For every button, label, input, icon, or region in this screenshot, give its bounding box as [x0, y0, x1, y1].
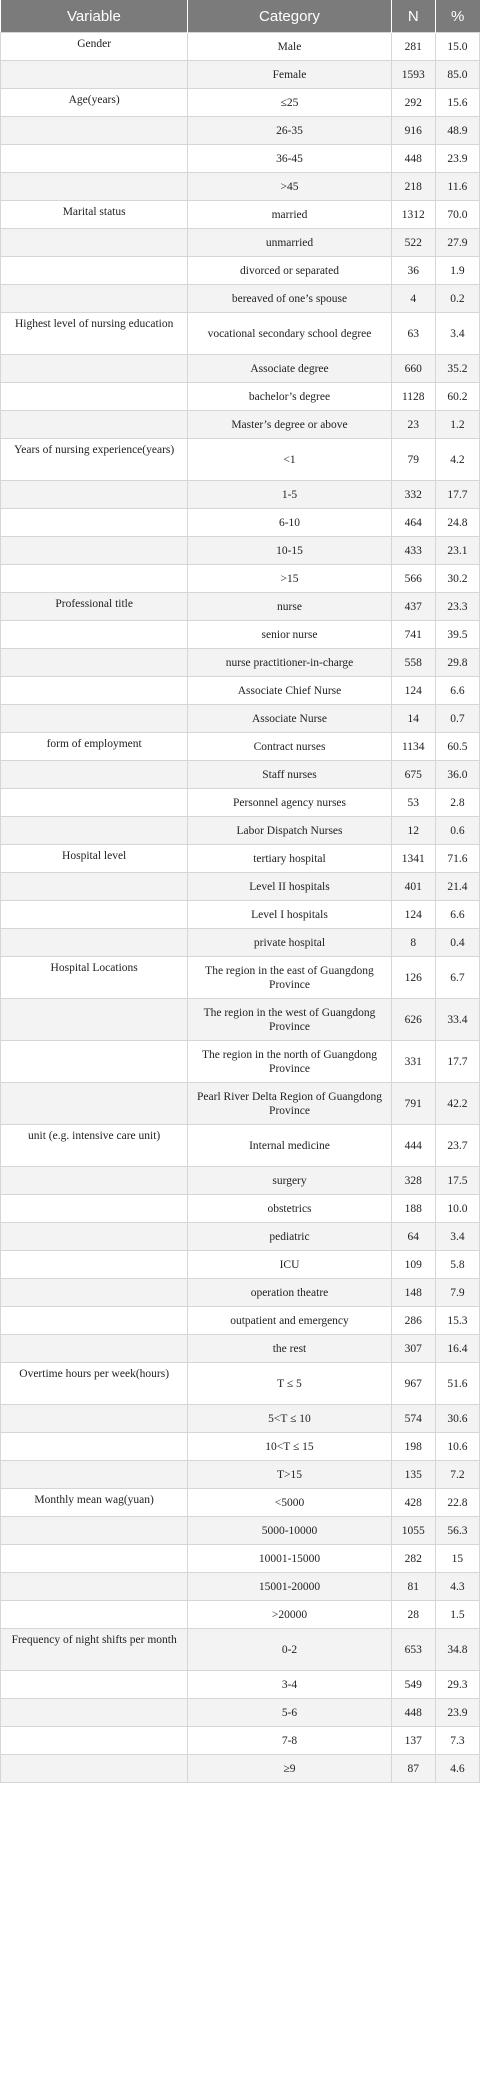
table-row — [1, 1041, 480, 1083]
table-row — [1, 1405, 480, 1433]
count-cell: 188 — [391, 1195, 435, 1223]
count-cell: 1055 — [391, 1517, 435, 1545]
category-cell: 7-8 — [188, 1727, 391, 1755]
category-cell: 5-6 — [188, 1699, 391, 1727]
variable-cell — [1, 1041, 188, 1083]
category-cell: >20000 — [188, 1601, 391, 1629]
percent-cell: 3.4 — [435, 313, 479, 355]
count-cell: 1593 — [391, 61, 435, 89]
count-cell: 916 — [391, 117, 435, 145]
variable-cell: Professional title — [1, 593, 188, 621]
count-cell: 292 — [391, 89, 435, 117]
count-cell: 574 — [391, 1405, 435, 1433]
count-cell: 198 — [391, 1433, 435, 1461]
variable-cell — [1, 61, 188, 89]
category-cell: vocational secondary school degree — [188, 313, 391, 355]
variable-cell: Monthly mean wag(yuan) — [1, 1489, 188, 1517]
category-cell: Associate Nurse — [188, 705, 391, 733]
category-cell: operation theatre — [188, 1279, 391, 1307]
table-row — [1, 1461, 480, 1489]
variable-cell: Years of nursing experience(years) — [1, 439, 188, 481]
variable-cell — [1, 565, 188, 593]
category-cell: T>15 — [188, 1461, 391, 1489]
variable-cell — [1, 1433, 188, 1461]
category-cell: nurse — [188, 593, 391, 621]
variable-cell — [1, 705, 188, 733]
variable-cell — [1, 1755, 188, 1783]
percent-cell: 42.2 — [435, 1083, 479, 1125]
variable-cell: form of employment — [1, 733, 188, 761]
category-cell: 0-2 — [188, 1629, 391, 1671]
variable-cell — [1, 677, 188, 705]
count-cell: 281 — [391, 33, 435, 61]
count-cell: 135 — [391, 1461, 435, 1489]
category-cell: 36-45 — [188, 145, 391, 173]
count-cell: 433 — [391, 537, 435, 565]
table-row — [1, 677, 480, 705]
table-row — [1, 383, 480, 411]
variable-cell — [1, 355, 188, 383]
variable-cell — [1, 1727, 188, 1755]
count-cell: 328 — [391, 1167, 435, 1195]
variable-cell — [1, 1167, 188, 1195]
variable-cell — [1, 481, 188, 509]
category-cell: Level I hospitals — [188, 901, 391, 929]
table-row — [1, 313, 480, 355]
category-cell: divorced or separated — [188, 257, 391, 285]
percent-cell: 51.6 — [435, 1363, 479, 1405]
table-row — [1, 61, 480, 89]
variable-cell — [1, 1545, 188, 1573]
table-row — [1, 1083, 480, 1125]
table-row — [1, 789, 480, 817]
variable-cell — [1, 929, 188, 957]
count-cell: 87 — [391, 1755, 435, 1783]
percent-cell: 71.6 — [435, 845, 479, 873]
table-row — [1, 439, 480, 481]
table-row — [1, 565, 480, 593]
count-cell: 148 — [391, 1279, 435, 1307]
variable-cell — [1, 117, 188, 145]
category-cell: obstetrics — [188, 1195, 391, 1223]
variable-cell: Highest level of nursing education — [1, 313, 188, 355]
table-row — [1, 705, 480, 733]
percent-cell: 17.7 — [435, 1041, 479, 1083]
percent-cell: 2.8 — [435, 789, 479, 817]
header-n: N — [391, 0, 435, 33]
percent-cell: 15.3 — [435, 1307, 479, 1335]
category-cell: ≥9 — [188, 1755, 391, 1783]
percent-cell: 17.7 — [435, 481, 479, 509]
category-cell: Labor Dispatch Nurses — [188, 817, 391, 845]
count-cell: 448 — [391, 145, 435, 173]
category-cell: 5<T ≤ 10 — [188, 1405, 391, 1433]
percent-cell: 0.7 — [435, 705, 479, 733]
category-cell: the rest — [188, 1335, 391, 1363]
table-row — [1, 537, 480, 565]
category-cell: private hospital — [188, 929, 391, 957]
variable-cell — [1, 1251, 188, 1279]
percent-cell: 60.2 — [435, 383, 479, 411]
variable-cell — [1, 1461, 188, 1489]
category-cell: married — [188, 201, 391, 229]
variable-cell — [1, 873, 188, 901]
percent-cell: 29.3 — [435, 1671, 479, 1699]
table-row — [1, 1629, 480, 1671]
percent-cell: 0.4 — [435, 929, 479, 957]
category-cell: The region in the north of Guangdong Province — [188, 1041, 391, 1083]
count-cell: 1134 — [391, 733, 435, 761]
percent-cell: 17.5 — [435, 1167, 479, 1195]
count-cell: 332 — [391, 481, 435, 509]
percent-cell: 1.9 — [435, 257, 479, 285]
count-cell: 401 — [391, 873, 435, 901]
category-cell: <5000 — [188, 1489, 391, 1517]
variable-cell: unit (e.g. intensive care unit) — [1, 1125, 188, 1167]
table-row — [1, 257, 480, 285]
variable-cell — [1, 1083, 188, 1125]
variable-cell — [1, 537, 188, 565]
count-cell: 137 — [391, 1727, 435, 1755]
category-cell: nurse practitioner-in-charge — [188, 649, 391, 677]
table-row — [1, 1699, 480, 1727]
table-row — [1, 817, 480, 845]
variable-cell — [1, 789, 188, 817]
table-row — [1, 1517, 480, 1545]
percent-cell: 30.2 — [435, 565, 479, 593]
table-row — [1, 621, 480, 649]
category-cell: ≤25 — [188, 89, 391, 117]
table-row — [1, 229, 480, 257]
table-row — [1, 1335, 480, 1363]
percent-cell: 16.4 — [435, 1335, 479, 1363]
table-row — [1, 761, 480, 789]
count-cell: 126 — [391, 957, 435, 999]
count-cell: 437 — [391, 593, 435, 621]
count-cell: 109 — [391, 1251, 435, 1279]
category-cell: Master’s degree or above — [188, 411, 391, 439]
category-cell: <1 — [188, 439, 391, 481]
variable-cell: Marital status — [1, 201, 188, 229]
percent-cell: 11.6 — [435, 173, 479, 201]
percent-cell: 0.2 — [435, 285, 479, 313]
count-cell: 549 — [391, 1671, 435, 1699]
count-cell: 566 — [391, 565, 435, 593]
percent-cell: 70.0 — [435, 201, 479, 229]
table-row — [1, 1279, 480, 1307]
variable-cell: Frequency of night shifts per month — [1, 1629, 188, 1671]
table-row — [1, 1727, 480, 1755]
category-cell: Female — [188, 61, 391, 89]
table-row — [1, 201, 480, 229]
count-cell: 64 — [391, 1223, 435, 1251]
category-cell: tertiary hospital — [188, 845, 391, 873]
percent-cell: 5.8 — [435, 1251, 479, 1279]
category-cell: outpatient and emergency — [188, 1307, 391, 1335]
count-cell: 63 — [391, 313, 435, 355]
percent-cell: 35.2 — [435, 355, 479, 383]
category-cell: 6-10 — [188, 509, 391, 537]
count-cell: 124 — [391, 901, 435, 929]
count-cell: 53 — [391, 789, 435, 817]
category-cell: 3-4 — [188, 1671, 391, 1699]
category-cell: Associate degree — [188, 355, 391, 383]
variable-cell — [1, 999, 188, 1041]
count-cell: 522 — [391, 229, 435, 257]
count-cell: 124 — [391, 677, 435, 705]
category-cell: pediatric — [188, 1223, 391, 1251]
variable-cell — [1, 1573, 188, 1601]
table-row — [1, 355, 480, 383]
percent-cell: 15.0 — [435, 33, 479, 61]
percent-cell: 22.8 — [435, 1489, 479, 1517]
table-row — [1, 33, 480, 61]
category-cell: Associate Chief Nurse — [188, 677, 391, 705]
count-cell: 675 — [391, 761, 435, 789]
count-cell: 428 — [391, 1489, 435, 1517]
table-row — [1, 1363, 480, 1405]
count-cell: 660 — [391, 355, 435, 383]
count-cell: 218 — [391, 173, 435, 201]
category-cell: 10<T ≤ 15 — [188, 1433, 391, 1461]
percent-cell: 48.9 — [435, 117, 479, 145]
count-cell: 81 — [391, 1573, 435, 1601]
table-row — [1, 1223, 480, 1251]
count-cell: 558 — [391, 649, 435, 677]
count-cell: 286 — [391, 1307, 435, 1335]
percent-cell: 10.0 — [435, 1195, 479, 1223]
category-cell: Personnel agency nurses — [188, 789, 391, 817]
category-cell: unmarried — [188, 229, 391, 257]
percent-cell: 36.0 — [435, 761, 479, 789]
table-row — [1, 1307, 480, 1335]
percent-cell: 23.9 — [435, 1699, 479, 1727]
variable-cell — [1, 817, 188, 845]
table-row — [1, 929, 480, 957]
variable-cell — [1, 1223, 188, 1251]
percent-cell: 6.6 — [435, 677, 479, 705]
percent-cell: 7.3 — [435, 1727, 479, 1755]
table-row — [1, 411, 480, 439]
percent-cell: 27.9 — [435, 229, 479, 257]
category-cell: >15 — [188, 565, 391, 593]
table-row — [1, 999, 480, 1041]
percent-cell: 7.2 — [435, 1461, 479, 1489]
count-cell: 36 — [391, 257, 435, 285]
percent-cell: 6.6 — [435, 901, 479, 929]
table-row — [1, 1601, 480, 1629]
variable-cell — [1, 901, 188, 929]
count-cell: 23 — [391, 411, 435, 439]
count-cell: 967 — [391, 1363, 435, 1405]
category-cell: Internal medicine — [188, 1125, 391, 1167]
table-header-row — [1, 0, 480, 33]
table-row — [1, 1251, 480, 1279]
percent-cell: 23.7 — [435, 1125, 479, 1167]
category-cell: Male — [188, 33, 391, 61]
category-cell: The region in the east of Guangdong Province — [188, 957, 391, 999]
percent-cell: 4.3 — [435, 1573, 479, 1601]
table-row — [1, 1167, 480, 1195]
percent-cell: 33.4 — [435, 999, 479, 1041]
category-cell: T ≤ 5 — [188, 1363, 391, 1405]
table-row — [1, 145, 480, 173]
variable-cell — [1, 383, 188, 411]
header-percent: % — [435, 0, 479, 33]
variable-cell — [1, 285, 188, 313]
variable-cell: Hospital level — [1, 845, 188, 873]
table-body — [1, 33, 480, 1783]
table-row — [1, 1573, 480, 1601]
category-cell: 10-15 — [188, 537, 391, 565]
count-cell: 791 — [391, 1083, 435, 1125]
table-row — [1, 89, 480, 117]
percent-cell: 60.5 — [435, 733, 479, 761]
percent-cell: 1.5 — [435, 1601, 479, 1629]
table-row — [1, 117, 480, 145]
count-cell: 741 — [391, 621, 435, 649]
variable-cell — [1, 173, 188, 201]
category-cell: >45 — [188, 173, 391, 201]
variable-cell — [1, 1307, 188, 1335]
table-row — [1, 1195, 480, 1223]
variable-cell — [1, 1279, 188, 1307]
category-cell: bachelor’s degree — [188, 383, 391, 411]
percent-cell: 0.6 — [435, 817, 479, 845]
category-cell: 15001-20000 — [188, 1573, 391, 1601]
variable-cell — [1, 649, 188, 677]
percent-cell: 1.2 — [435, 411, 479, 439]
table-row — [1, 481, 480, 509]
table-row — [1, 1433, 480, 1461]
category-cell: 1-5 — [188, 481, 391, 509]
variable-cell: Age(years) — [1, 89, 188, 117]
table-row — [1, 845, 480, 873]
count-cell: 8 — [391, 929, 435, 957]
percent-cell: 24.8 — [435, 509, 479, 537]
category-cell: bereaved of one’s spouse — [188, 285, 391, 313]
variable-cell — [1, 761, 188, 789]
percent-cell: 34.8 — [435, 1629, 479, 1671]
table-row — [1, 733, 480, 761]
count-cell: 282 — [391, 1545, 435, 1573]
count-cell: 79 — [391, 439, 435, 481]
table-row — [1, 285, 480, 313]
category-cell: The region in the west of Guangdong Province — [188, 999, 391, 1041]
percent-cell: 23.3 — [435, 593, 479, 621]
variable-cell: Overtime hours per week(hours) — [1, 1363, 188, 1405]
table-row — [1, 509, 480, 537]
category-cell: surgery — [188, 1167, 391, 1195]
table-row — [1, 1125, 480, 1167]
category-cell: ICU — [188, 1251, 391, 1279]
table-row — [1, 173, 480, 201]
variable-cell — [1, 1195, 188, 1223]
count-cell: 307 — [391, 1335, 435, 1363]
variable-cell — [1, 145, 188, 173]
count-cell: 653 — [391, 1629, 435, 1671]
count-cell: 448 — [391, 1699, 435, 1727]
variable-cell — [1, 1405, 188, 1433]
table-row — [1, 649, 480, 677]
percent-cell: 23.1 — [435, 537, 479, 565]
percent-cell: 29.8 — [435, 649, 479, 677]
category-cell: senior nurse — [188, 621, 391, 649]
percent-cell: 15.6 — [435, 89, 479, 117]
variable-cell — [1, 229, 188, 257]
count-cell: 14 — [391, 705, 435, 733]
variable-cell: Hospital Locations — [1, 957, 188, 999]
count-cell: 1312 — [391, 201, 435, 229]
table-row — [1, 901, 480, 929]
percent-cell: 23.9 — [435, 145, 479, 173]
count-cell: 464 — [391, 509, 435, 537]
header-category: Category — [188, 0, 391, 33]
variable-cell — [1, 621, 188, 649]
percent-cell: 7.9 — [435, 1279, 479, 1307]
variable-cell — [1, 1601, 188, 1629]
count-cell: 28 — [391, 1601, 435, 1629]
category-cell: Staff nurses — [188, 761, 391, 789]
count-cell: 1128 — [391, 383, 435, 411]
table-row — [1, 1489, 480, 1517]
variable-cell — [1, 1699, 188, 1727]
table-row — [1, 957, 480, 999]
table-row — [1, 1671, 480, 1699]
percent-cell: 3.4 — [435, 1223, 479, 1251]
percent-cell: 85.0 — [435, 61, 479, 89]
table-row — [1, 873, 480, 901]
category-cell: 10001-15000 — [188, 1545, 391, 1573]
variable-cell — [1, 1517, 188, 1545]
percent-cell: 15 — [435, 1545, 479, 1573]
count-cell: 331 — [391, 1041, 435, 1083]
count-cell: 4 — [391, 285, 435, 313]
percent-cell: 4.2 — [435, 439, 479, 481]
percent-cell: 39.5 — [435, 621, 479, 649]
category-cell: Contract nurses — [188, 733, 391, 761]
percent-cell: 6.7 — [435, 957, 479, 999]
table-row — [1, 593, 480, 621]
variable-cell — [1, 1335, 188, 1363]
count-cell: 1341 — [391, 845, 435, 873]
percent-cell: 10.6 — [435, 1433, 479, 1461]
count-cell: 12 — [391, 817, 435, 845]
table-row — [1, 1755, 480, 1783]
variable-cell: Gender — [1, 33, 188, 61]
percent-cell: 21.4 — [435, 873, 479, 901]
count-cell: 444 — [391, 1125, 435, 1167]
percent-cell: 30.6 — [435, 1405, 479, 1433]
variable-cell — [1, 411, 188, 439]
category-cell: Level II hospitals — [188, 873, 391, 901]
category-cell: Pearl River Delta Region of Guangdong Province — [188, 1083, 391, 1125]
header-variable: Variable — [1, 0, 188, 33]
percent-cell: 56.3 — [435, 1517, 479, 1545]
variable-cell — [1, 509, 188, 537]
variable-cell — [1, 257, 188, 285]
table-row — [1, 1545, 480, 1573]
variable-cell — [1, 1671, 188, 1699]
count-cell: 626 — [391, 999, 435, 1041]
percent-cell: 4.6 — [435, 1755, 479, 1783]
category-cell: 5000-10000 — [188, 1517, 391, 1545]
category-cell: 26-35 — [188, 117, 391, 145]
